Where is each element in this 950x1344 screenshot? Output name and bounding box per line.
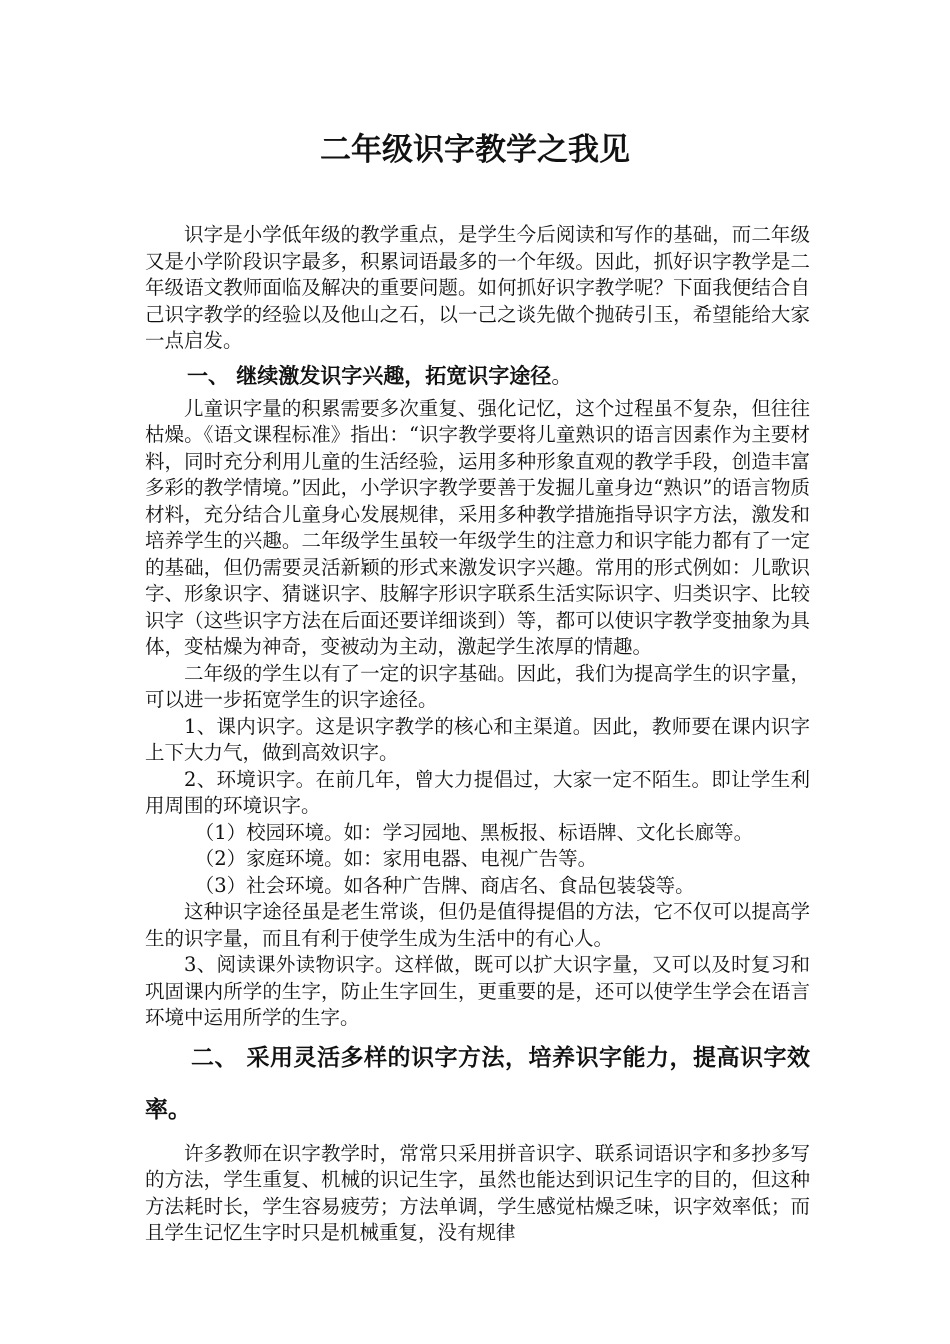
sub-list-item: （1）校园环境。如：学习园地、黑板报、标语牌、文化长廊等。 [194, 820, 754, 844]
section-1-paragraph: 二年级的学生以有了一定的识字基础。因此，我们为提高学生的识字量，可以进一步拓宽学生的识字途径。 [145, 661, 810, 711]
document-title: 二年级识字教学之我见 [320, 132, 630, 168]
section-1-heading-text: 一、 继续激发识字兴趣，拓宽识字途径 [187, 363, 552, 388]
list-item: 1、课内识字。这是识字教学的核心和主渠道。因此，教师要在课内识字上下大力气，做到高效识字。 [145, 714, 810, 764]
list-item: 2、环境识字。在前几年，曾大力提倡过，大家一定不陌生。即让学生利用周围的环境识字。 [145, 767, 810, 817]
section-1-paragraph: 这种识字途径虽是老生常谈，但仍是值得提倡的方法，它不仅可以提高学生的识字量，而且有利于使学生成为生活中的有心人。 [145, 900, 810, 950]
section-2-paragraph: 许多教师在识字教学时，常常只采用拼音识字、联系词语识字和多抄多写的方法，学生重复、机械的识记生字，虽然也能达到识记生字的目的，但这种方法耗时长，学生容易疲劳；方法单调，学生感觉枯燥乏味，识字效率低；而且学生记忆生字时只是机械重复，没有规律 [145, 1141, 810, 1244]
intro-paragraph: 识字是小学低年级的教学重点，是学生今后阅读和写作的基础，而二年级又是小学阶段识字最多，积累词语最多的一个年级。因此，抓好识字教学是二年级语文教师面临及解决的重要问题。如何抓好识字教学呢？下面我便结合自己识字教学的经验以及他山之石，以一己之谈先做个抛砖引玉，希望能给大家一点启发。 [145, 223, 810, 352]
section-2-heading: 二、 采用灵活多样的识字方法，培养识字能力，提高识字效率。 [145, 1044, 810, 1123]
document-body [145, 222, 810, 1247]
sub-list-item: （2）家庭环境。如：家用电器、电视广告等。 [194, 847, 598, 870]
section-1-paragraph: 儿童识字量的积累需要多次重复、强化记忆，这个过程虽不复杂，但往往枯燥。《语文课程标准》指出：“识字教学要将儿童熟识的语言因素作为主要材料，同时充分利用儿童的生活经验，运用多种形象直观的教学手段，创造丰富多彩的教学情境。”因此，小学识字教学要善于发掘儿童身边“熟识”的语言物质材料，充分结合儿童身心发展规律，采用多种教学措施指导识字方法，激发和培养学生的兴趣。二年级学生虽较一年级学生的注意力和识字能力都有了一定的基础，但仍需要灵活新颖的形式来激发识字兴趣。常用的形式例如：儿歌识字、形象识字、猜谜识字、肢解字形识字联系生活实际识字、归类识字、比较识字（这些识字方法在后面还要详细谈到）等，都可以使识字教学变抽象为具体，变枯燥为神奇，变被动为主动，激起学生浓厚的情趣。 [145, 396, 810, 658]
list-item: 3、阅读课外读物识字。这样做，既可以扩大识字量，又可以及时复习和巩固课内所学的生字，防止生字回生，更重要的是，还可以使学生学会在语言环境中运用所学的生字。 [145, 953, 810, 1029]
section-1-heading [145, 355, 810, 396]
section-1-heading-end: 。 [551, 363, 573, 388]
sub-list-item: （3）社会环境。如各种广告牌、商店名、食品包装袋等。 [194, 873, 695, 897]
